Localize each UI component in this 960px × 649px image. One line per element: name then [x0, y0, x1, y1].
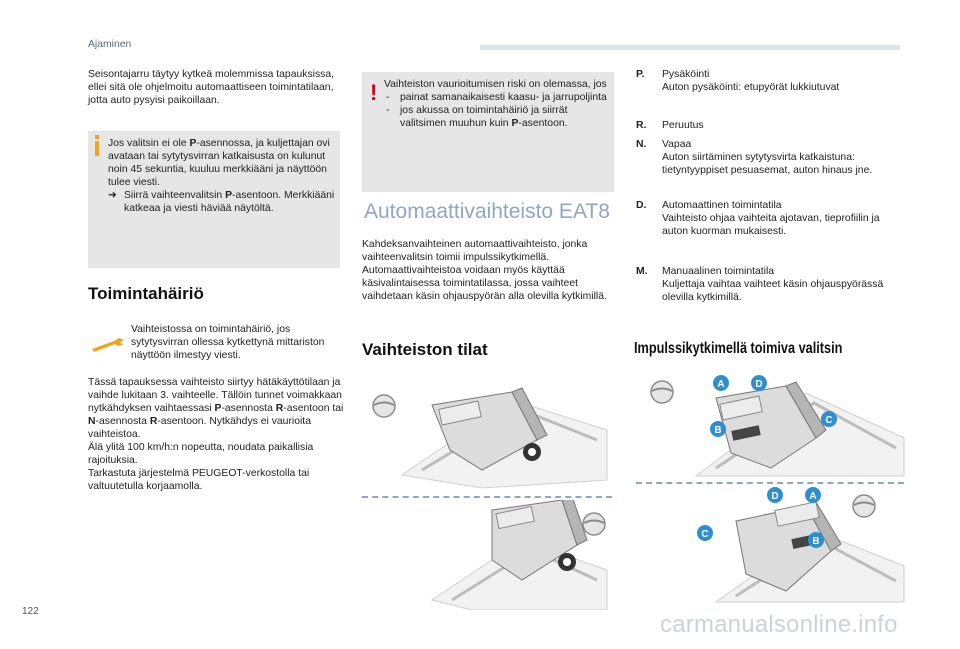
svg-text:B: B: [714, 425, 722, 436]
wrench-icon: [90, 333, 126, 353]
fault-text: Vaihteistossa on toimintahäiriö, jos sytytysvirran ollessa kytkettynä mittariston näyttöön ilmestyy viesti.: [131, 324, 325, 361]
section-title: Ajaminen: [88, 39, 132, 50]
label-badge: [713, 375, 729, 396]
svg-text:D: D: [771, 491, 779, 502]
page-number: 122: [22, 606, 39, 617]
header-bar: [480, 45, 900, 50]
svg-text:C: C: [825, 415, 833, 426]
fault-body: Tässä tapauksessa vaihteisto siirtyy hätäkäyttötilaan ja vaihde lukitaan 3. vaihteelle. Tällöin tunnet voimakkaan nytkähdyksen vaihtaessasi P-asennosta R-asentoon tai N-asennosta R-asentoon. Nytkähdys ei vaurioita vaihteistoa. Älä ylitä 100 km/h:n nopeutta, noudata paikallisia rajoituksia. Tarkastuta järjestelmä PEUGEOT-verkostolla tai valtuutetulla korjaamolla.: [88, 377, 344, 492]
label-badge: [805, 487, 821, 508]
eat8-text: Kahdeksanvaihteinen automaattivaihteisto, jonka vaihteenvalitsin toimii impulssikytkimellä. Automaattivaihteistoa voidaan myös käyttää käsivalintaisessa toimintatilassa, jossa vaihteet vaihdetaan käsin ohjauspyörän alla olevilla kytkimillä.: [362, 239, 607, 302]
steering-wheel-icon: [850, 492, 878, 520]
label-badge: [767, 487, 783, 508]
info-icon: [95, 141, 99, 156]
label-badge: [808, 532, 824, 553]
eat8-heading: Automaattivaihteisto EAT8: [364, 200, 610, 223]
warning-text: Vaihteiston vaurioitumisen riski on olemassa, jos - painat samanaikaisesti kaasu- ja jarrupoljinta - jos akussa on toimintahäiriö ja siirrät valitsimen muuhun kuin P-asentoon.: [384, 78, 610, 130]
divider-dashed: [362, 496, 612, 498]
impulse-selector-illustration-top: [636, 368, 906, 480]
watermark[interactable]: carmanualsonline.info: [660, 611, 898, 638]
steering-wheel-icon: [580, 510, 608, 538]
fault-heading: Toimintahäiriö: [88, 284, 204, 303]
warning-icon: !: [370, 80, 378, 105]
info-step: ➜ Siirrä vaihteenvalitsin P-asentoon. Merkkiääni katkeaa ja viesti häviää näytöltä.: [108, 190, 335, 214]
steering-wheel-icon: [370, 392, 398, 420]
label-badge: [697, 525, 713, 546]
svg-text:D: D: [755, 379, 763, 390]
gear-selector-illustration-bottom: [362, 500, 612, 610]
svg-text:A: A: [809, 491, 817, 502]
arrow-right-icon: ➜: [108, 190, 117, 201]
label-badge: [751, 375, 767, 396]
info-box: [88, 131, 340, 268]
warning-item: - jos akussa on toimintahäiriö ja siirrät valitsimen muuhun kuin P-asentoon.: [384, 104, 610, 130]
label-badge: [710, 421, 726, 442]
impulse-heading: Impulssikytkimellä toimiva valitsin: [634, 340, 843, 357]
divider-dashed: [636, 482, 904, 484]
gear-selector-illustration-top: [362, 370, 612, 490]
intro-paragraph: Seisontajarru täytyy kytkeä molemmissa tapauksissa, ellei sitä ole ohjelmoitu automaattiseen toimintatilaan, jotta auto pysyisi paikoillaan.: [88, 69, 335, 106]
steering-wheel-icon: [648, 378, 676, 406]
warning-box: [362, 72, 614, 192]
label-badge: [821, 411, 837, 432]
svg-text:C: C: [701, 529, 709, 540]
svg-text:B: B: [812, 536, 820, 547]
states-heading: Vaihteiston tilat: [362, 340, 488, 359]
warning-item: - painat samanaikaisesti kaasu- ja jarrupoljinta: [384, 91, 610, 104]
info-text: Jos valitsin ei ole P-asennossa, ja kuljettajan ovi avataan tai sytytysvirran katkaisusta on kulunut noin 45 sekuntia, kuuluu merkkiääni ja näyttöön tulee viesti. ➜ Siirrä vaihteenvalitsin P-asentoon. Merkkiääni katkeaa ja viesti häviää näytöltä.: [108, 138, 335, 214]
svg-text:A: A: [717, 379, 725, 390]
